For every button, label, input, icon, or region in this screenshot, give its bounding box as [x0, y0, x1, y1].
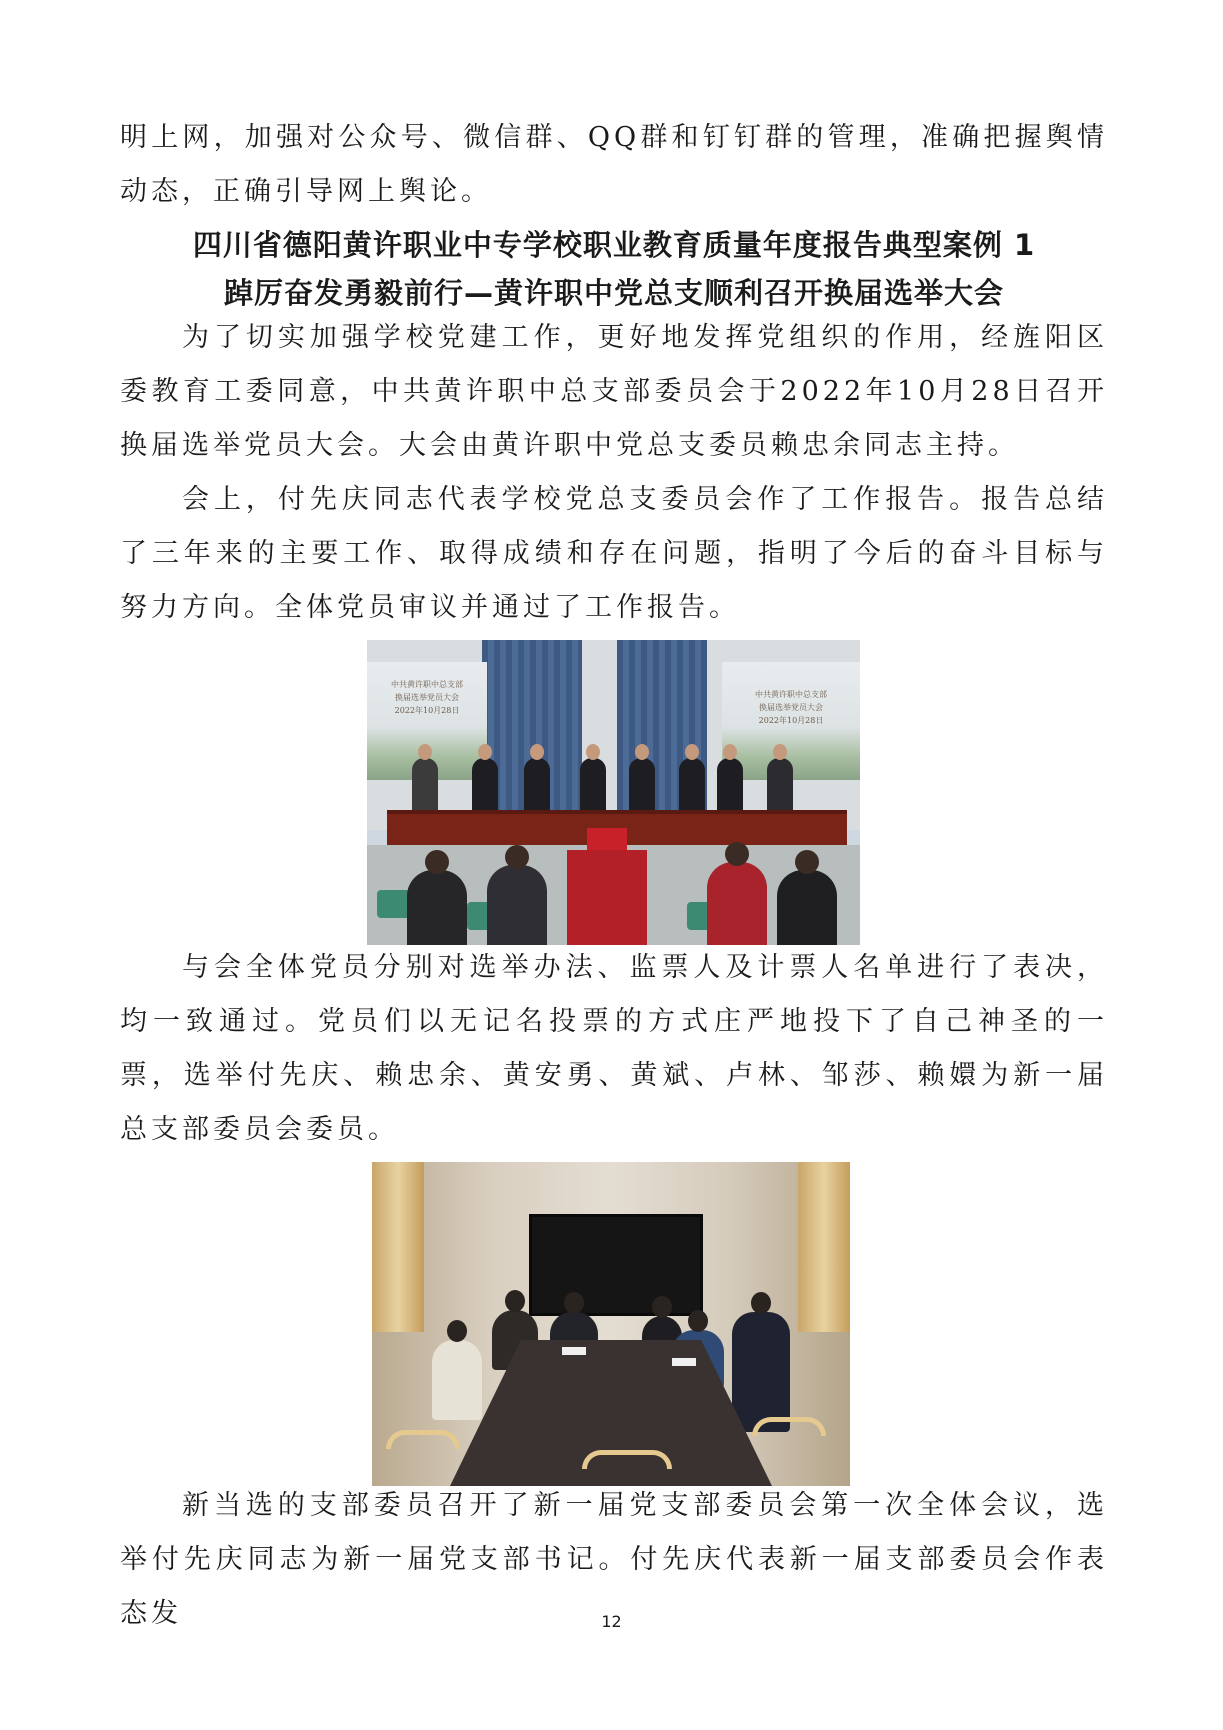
ballot-stand	[567, 850, 647, 945]
pillar	[372, 1162, 424, 1332]
page-number: 12	[601, 1612, 622, 1631]
meeting-participant	[432, 1340, 482, 1420]
pillar	[798, 1162, 850, 1332]
meeting-participant	[732, 1312, 790, 1432]
wall-tv	[529, 1214, 703, 1316]
presider	[679, 758, 705, 814]
screen-text: 2022年10月28日	[758, 716, 824, 725]
chair	[386, 1430, 460, 1449]
screen-text: 换届选举党员大会	[759, 703, 823, 712]
ballot-box	[587, 828, 627, 850]
presider	[717, 758, 743, 814]
document-paper	[562, 1347, 586, 1355]
screen-text: 中共黄许职中总支部	[391, 680, 463, 689]
presider	[767, 758, 793, 814]
screen-text: 2022年10月28日	[394, 706, 460, 715]
case-title-line2: 踔厉奋发勇毅前行—黄许职中党总支顺利召开换届选举大会	[223, 276, 1004, 310]
presider	[524, 758, 550, 814]
paragraph-1: 为了切实加强学校党建工作，更好地发挥党组织的作用，经旌阳区委教育工委同意，中共黄许职中总支部委员会于2022年10月28日召开换届选举党员大会。大会由黄许职中党总支委员赖忠余同志主持。	[120, 322, 1108, 461]
meeting-hall-photo	[367, 640, 860, 945]
audience-member	[407, 870, 467, 945]
document-paper	[672, 1358, 696, 1366]
projection-screen-right	[722, 662, 860, 780]
paragraph-intro: 明上网，加强对公众号、微信群、QQ群和钉钉群的管理，准确把握舆情动态，正确引导网上舆论。	[120, 122, 1108, 207]
paragraph-3: 与会全体党员分别对选举办法、监票人及计票人名单进行了表决，均一致通过。党员们以无记名投票的方式庄严地投下了自己神圣的一票，选举付先庆、赖忠余、黄安勇、黄斌、卢林、邹莎、赖嬛为新一届总支部委员会委员。	[120, 952, 1108, 1145]
paragraph-2: 会上，付先庆同志代表学校党总支委员会作了工作报告。报告总结了三年来的主要工作、取得成绩和存在问题，指明了今后的奋斗目标与努力方向。全体党员审议并通过了工作报告。	[120, 484, 1108, 623]
committee-meeting-photo	[372, 1162, 850, 1486]
presider	[412, 758, 438, 814]
audience-member	[777, 870, 837, 945]
chair	[752, 1417, 826, 1436]
presider	[472, 758, 498, 814]
case-title-line1: 四川省德阳黄许职业中专学校职业教育质量年度报告典型案例 1	[192, 228, 1036, 262]
audience-member	[487, 865, 547, 945]
chair	[582, 1450, 672, 1469]
presider	[629, 758, 655, 814]
paragraph-4: 新当选的支部委员召开了新一届党支部委员会第一次全体会议，选举付先庆同志为新一届党支部书记。付先庆代表新一届支部委员会作表态发	[120, 1490, 1108, 1629]
screen-text: 中共黄许职中总支部	[755, 690, 827, 699]
audience-member	[707, 862, 767, 945]
screen-text: 换届选举党员大会	[395, 693, 459, 702]
presider	[580, 758, 606, 814]
